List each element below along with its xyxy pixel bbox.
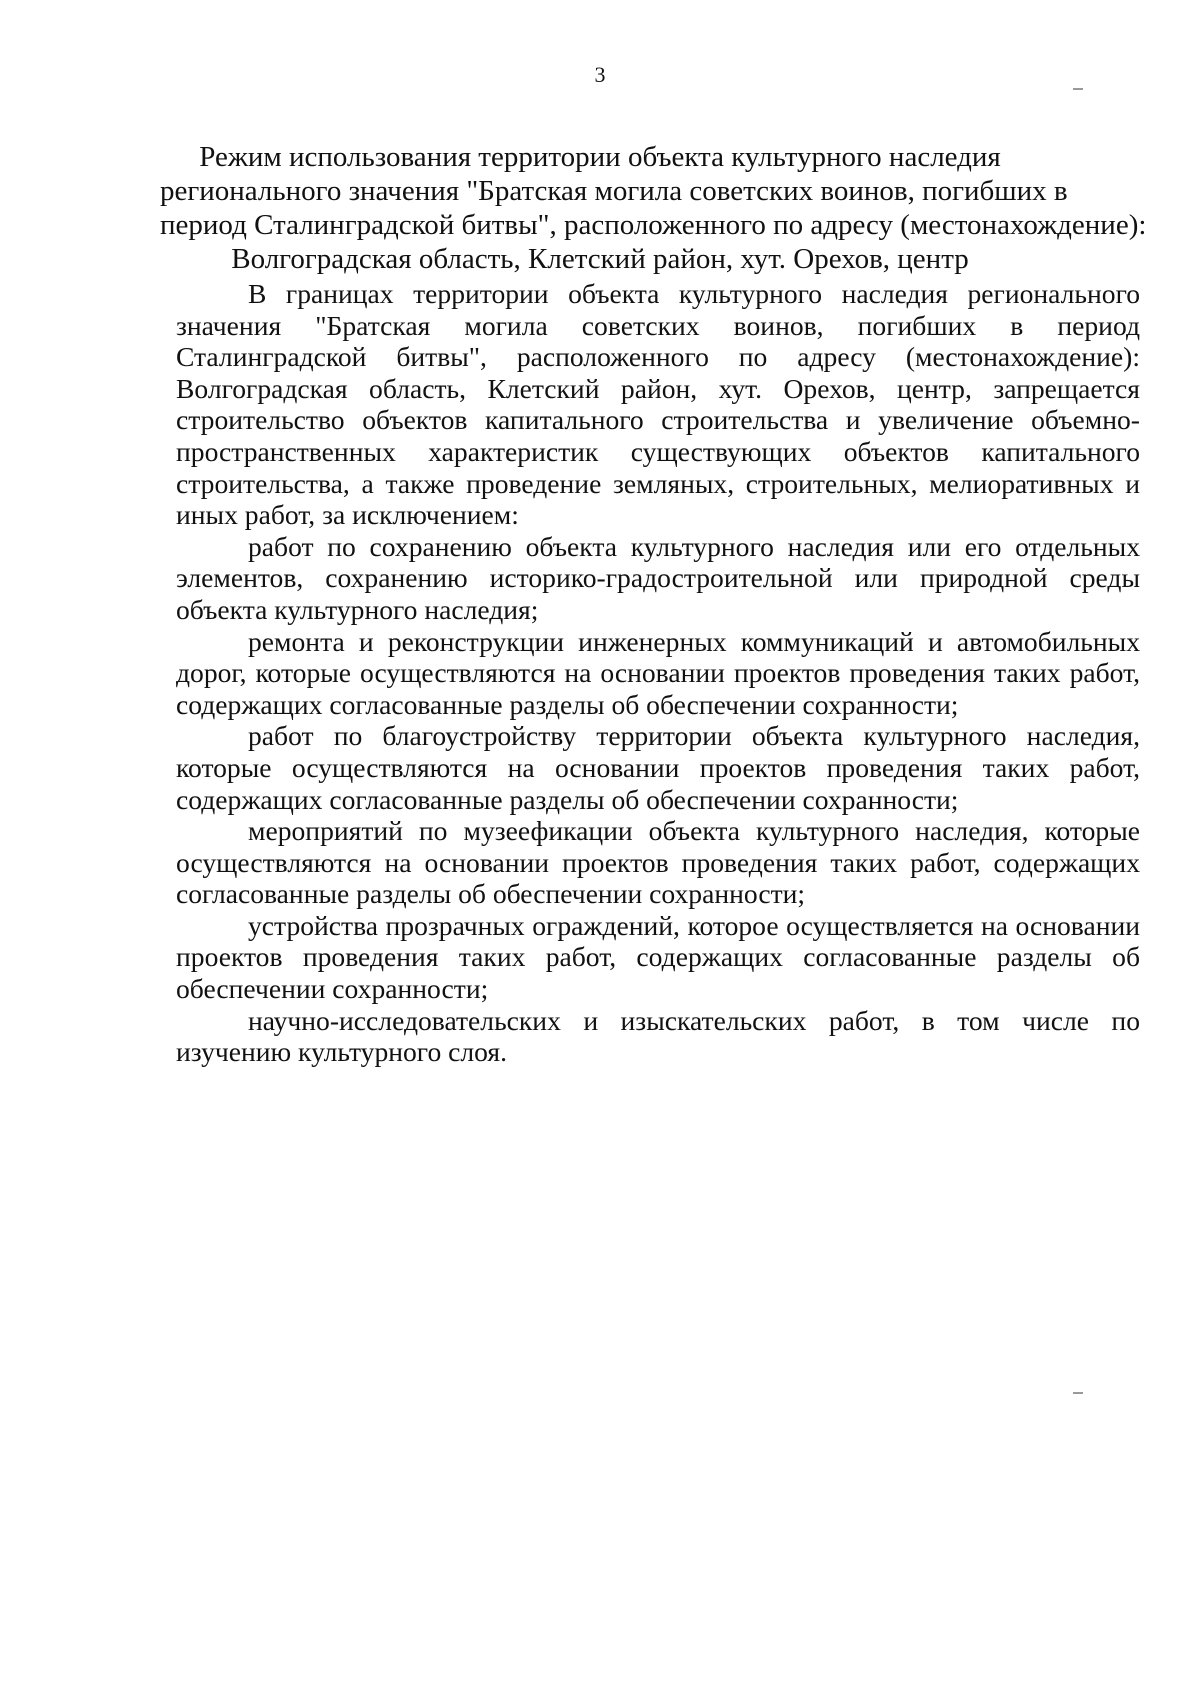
body-paragraph: научно-исследовательских и изыскательских работ, в том числе по изучению культурного слоя. [176, 1004, 1140, 1068]
body-paragraph: устройства прозрачных ограждений, которое осуществляется на основании проектов проведения таких работ, содержащих согласованные разделы об обеспечении сохранности; [176, 909, 1140, 1005]
title-line: период Сталинградской битвы", расположенного по адресу (местонахождение): [160, 209, 1147, 241]
body-paragraph: В границах территории объекта культурного наследия регионального значения "Братская могила советских воинов, погибших в период Сталинградской битвы", расположенного по адресу (местонахождение): Волгоградская область, Клетский район, хут. Орехов, центр, запрещается строительство объектов капитального строительства и увеличение объемно-пространственных характеристик существующих объектов капитального строительства, а также проведение земляных, строительных, мелиоративных и иных работ, за исключением: [176, 278, 1140, 531]
document-title [160, 140, 1147, 276]
body-paragraph: ремонта и реконструкции инженерных коммуникаций и автомобильных дорог, которые осуществляются на основании проектов проведения таких работ, содержащих согласованные разделы об обеспечении сохранности; [176, 625, 1140, 720]
page-number: 3 [594, 62, 606, 87]
scan-artifact [1073, 88, 1083, 90]
document-body [176, 278, 1140, 1068]
title-line: Режим использования территории объекта культурного наследия [199, 141, 1001, 173]
title-line: Волгоградская область, Клетский район, хут. Орехов, центр [231, 243, 969, 275]
title-line: регионального значения "Братская могила советских воинов, погибших в [160, 175, 1068, 207]
body-paragraph: работ по сохранению объекта культурного наследия или его отдельных элементов, сохранению историко-градостроительной или природной среды объекта культурного наследия; [176, 530, 1140, 625]
body-paragraph: работ по благоустройству территории объекта культурного наследия, которые осуществляются на основании проектов проведения таких работ, содержащих согласованные разделы об обеспечении сохранности; [176, 720, 1140, 815]
body-paragraph: мероприятий по музеефикации объекта культурного наследия, которые осуществляются на основании проектов проведения таких работ, содержащих согласованные разделы об обеспечении сохранности; [176, 815, 1140, 910]
scan-artifact [1073, 1392, 1083, 1394]
